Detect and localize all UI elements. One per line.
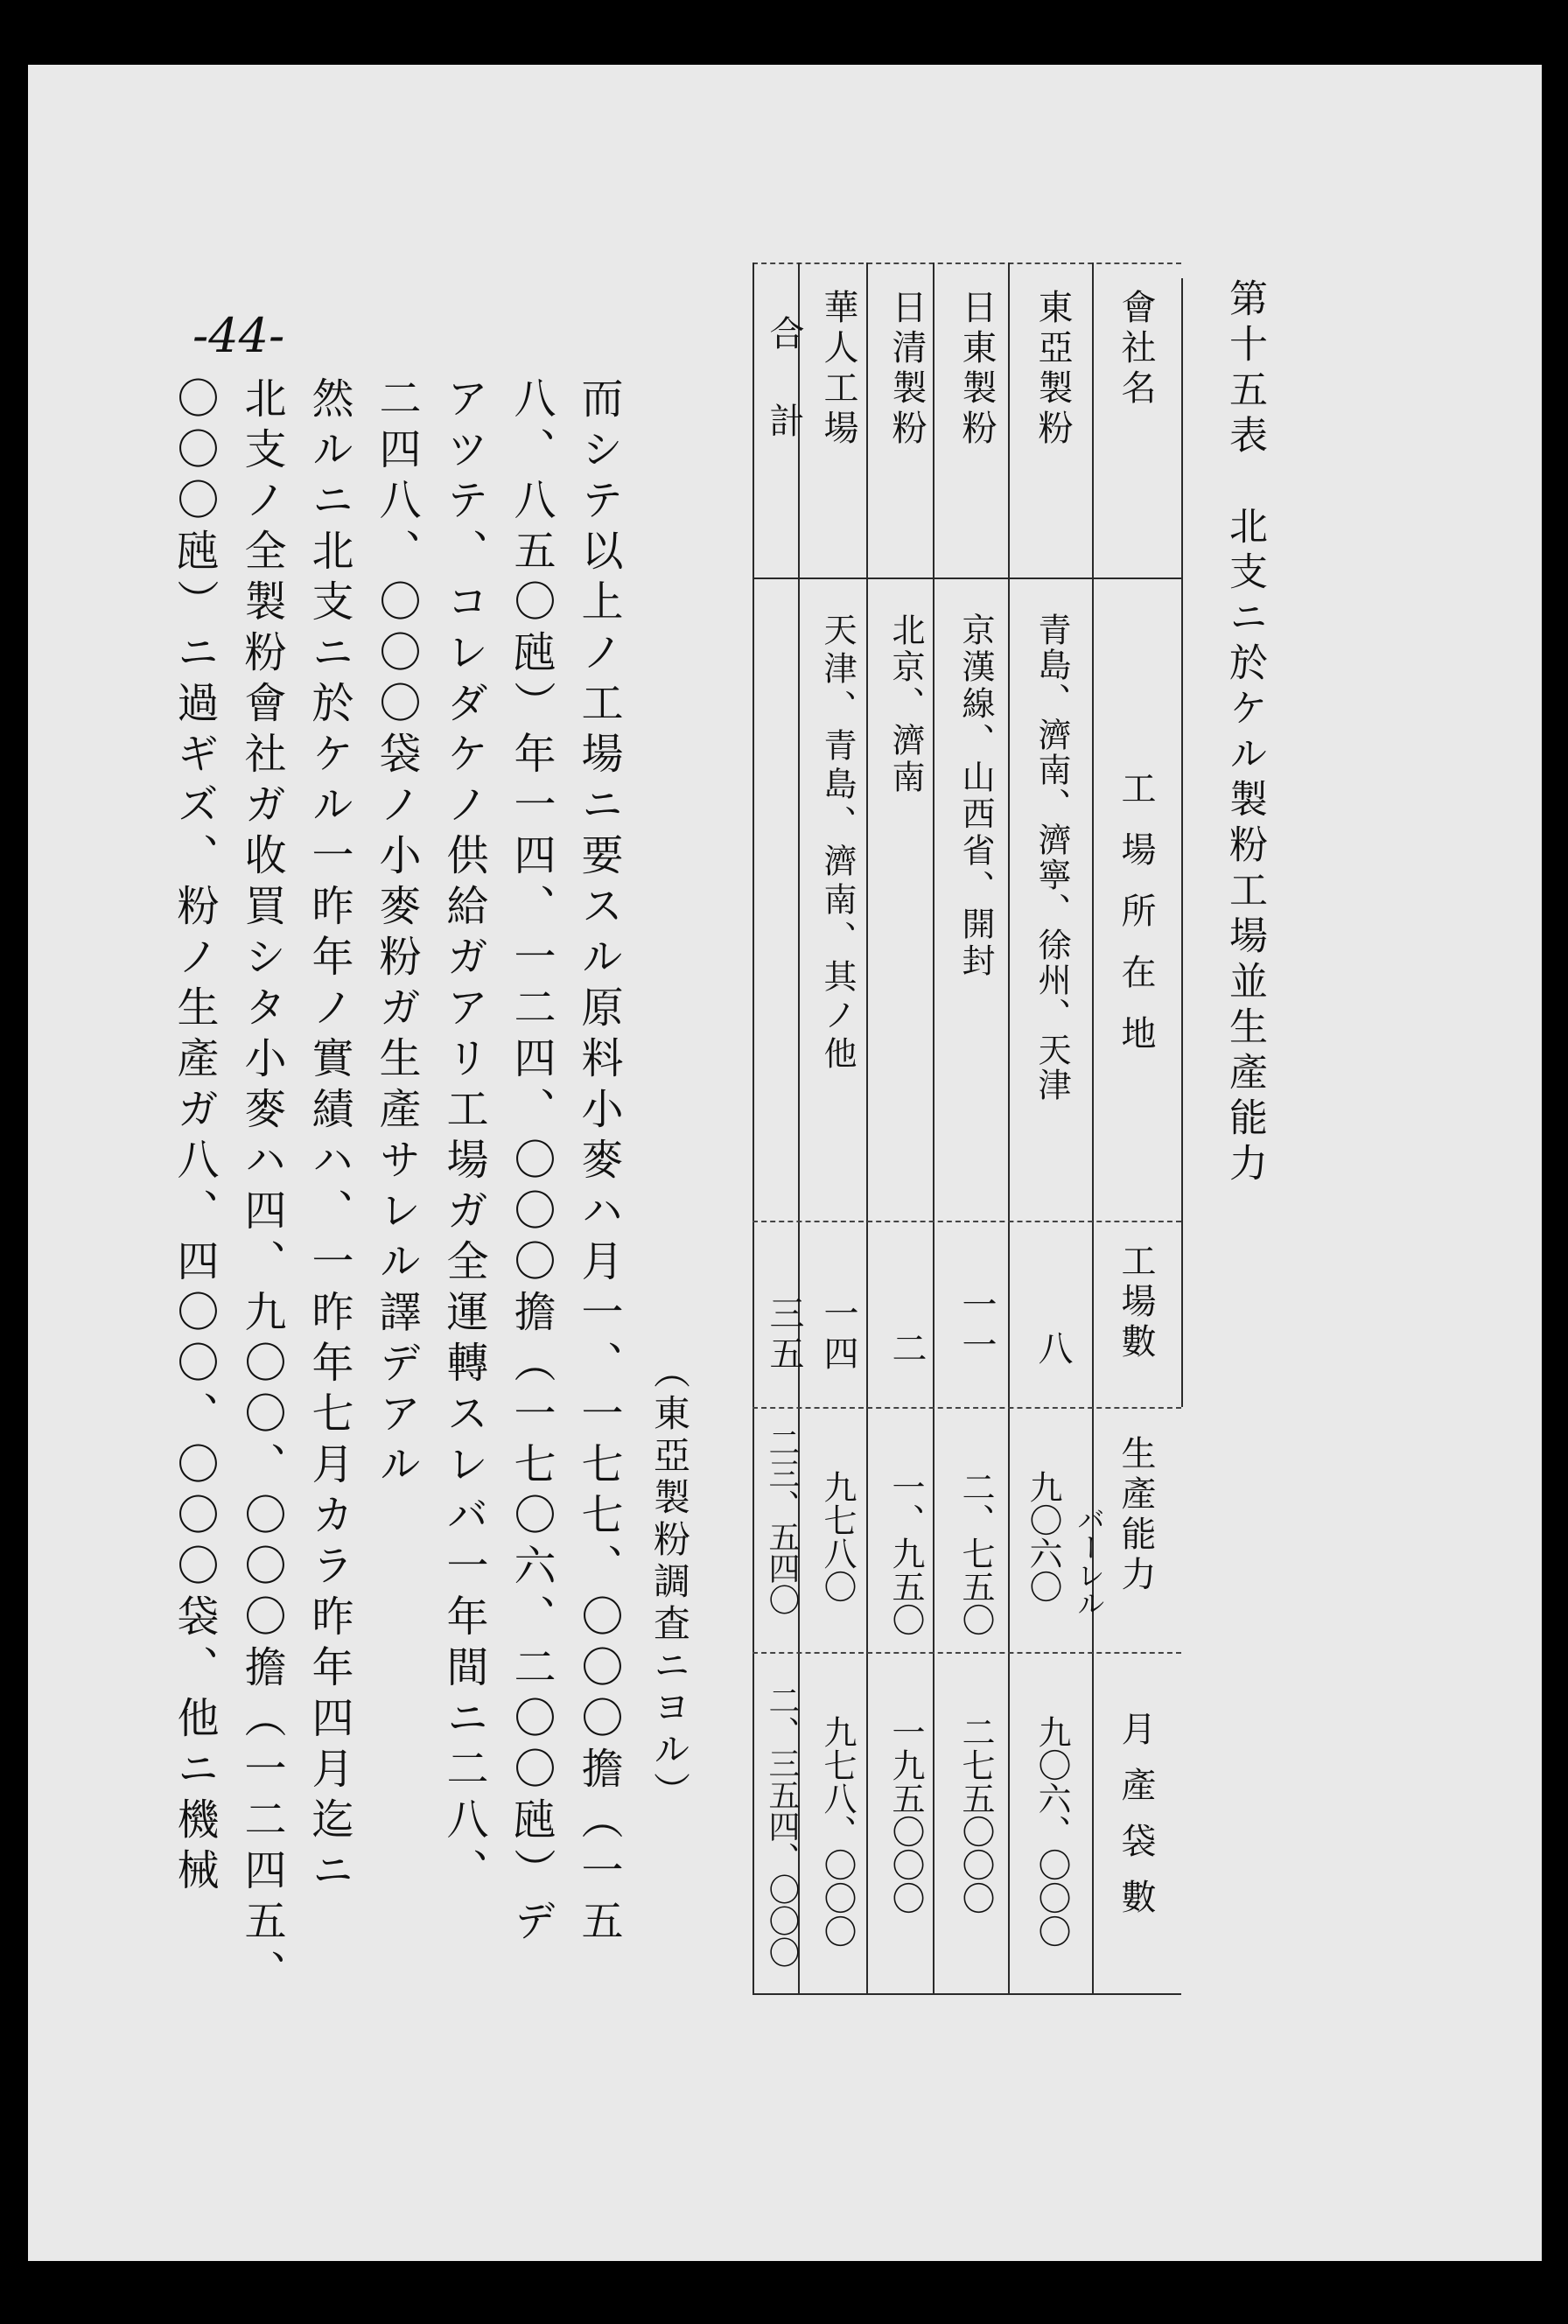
header-location: 工場所在地 <box>1116 770 1156 1076</box>
row-company: 東亞製粉 <box>1032 289 1073 450</box>
row-company: 華人工場 <box>818 289 858 450</box>
body-line: アツテ、コレダケノ供給ガアリ工場ガ全運轉スレバ一年間ニ二八、 <box>439 376 488 1899</box>
row-location: 北京、濟南 <box>886 612 925 796</box>
header-monthly: 月產袋數 <box>1116 1711 1156 1935</box>
header-company: 會社名 <box>1116 289 1156 410</box>
total-label: 合計 <box>764 315 804 490</box>
row-location: 京漢線、山西省、開封 <box>956 612 995 980</box>
row-location: 天津、青島、濟南、其ノ他 <box>818 612 857 1074</box>
row-location: 青島、濟南、濟寧、徐州、天津 <box>1032 612 1071 1102</box>
row-factories: 一四 <box>818 1295 858 1376</box>
column-sep <box>866 262 868 1995</box>
source-note: （東亞製粉調査ニヨル） <box>648 1352 691 1814</box>
page-number: -44- <box>192 308 285 363</box>
body-line: 二四八、〇〇〇袋ノ小麥粉ガ生產サレル譯デアル <box>372 376 421 1493</box>
row-company: 日清製粉 <box>886 289 927 450</box>
row-monthly: 二七五〇〇〇 <box>956 1715 995 1914</box>
header-divider <box>752 578 1181 579</box>
row-capacity: 二、七五〇 <box>956 1470 995 1636</box>
row-factories: 二 <box>886 1330 927 1370</box>
total-monthly: 二、三五四、〇〇〇 <box>764 1684 800 1968</box>
row-factories: 一一 <box>956 1286 997 1367</box>
total-factories: 三五 <box>764 1295 804 1376</box>
body-line: 〇〇〇瓲）ニ過ギズ、粉ノ生產ガ八、四〇〇、〇〇〇袋、他ニ機械 <box>170 376 219 1899</box>
column-sep <box>1008 262 1010 1995</box>
field-divider <box>752 1221 1181 1222</box>
field-divider <box>752 1652 1181 1654</box>
header-capacity-unit: バーレル <box>1073 1505 1106 1617</box>
table-right-border <box>1181 278 1183 1407</box>
table-bottom-line <box>752 1993 1181 1995</box>
table-top-rule <box>752 262 1181 264</box>
column-sep <box>1092 262 1094 1995</box>
row-monthly: 九〇六、〇〇〇 <box>1032 1715 1071 1948</box>
body-line: 北支ノ全製粉會社ガ收買シタ小麥ハ四、九〇〇、〇〇〇擔（一二四五、 <box>237 376 286 2000</box>
column-sep <box>752 262 754 1995</box>
field-divider <box>752 1407 1181 1409</box>
row-capacity: 九七八〇 <box>818 1470 857 1603</box>
column-sep <box>933 262 934 1995</box>
table-title: 第十五表 北支ニ於ケル製粉工場並生產能力 <box>1222 278 1267 1188</box>
row-monthly: 一九五〇〇〇 <box>886 1715 925 1914</box>
body-line: 八、八五〇瓲）年一四、一二四、〇〇〇擔（一七〇六、二〇〇瓲）デ <box>507 376 556 1950</box>
total-capacity: 二三、五四〇 <box>764 1426 800 1615</box>
row-capacity: 九〇六〇 <box>1024 1470 1062 1603</box>
row-factories: 八 <box>1032 1330 1073 1370</box>
header-factories: 工場數 <box>1116 1242 1156 1363</box>
body-line: 而シテ以上ノ工場ニ要スル原料小麥ハ月一、一七七、〇〇〇擔（一五 <box>574 376 623 1950</box>
row-company: 日東製粉 <box>956 289 997 450</box>
header-capacity: 生產能力 <box>1116 1435 1156 1596</box>
body-line: 然ルニ北支ニ於ケル一昨年ノ實績ハ、一昨年七月カラ昨年四月迄ニ <box>304 376 354 1899</box>
row-capacity: 一、九五〇 <box>886 1470 925 1636</box>
row-monthly: 九七八、〇〇〇 <box>818 1715 857 1948</box>
